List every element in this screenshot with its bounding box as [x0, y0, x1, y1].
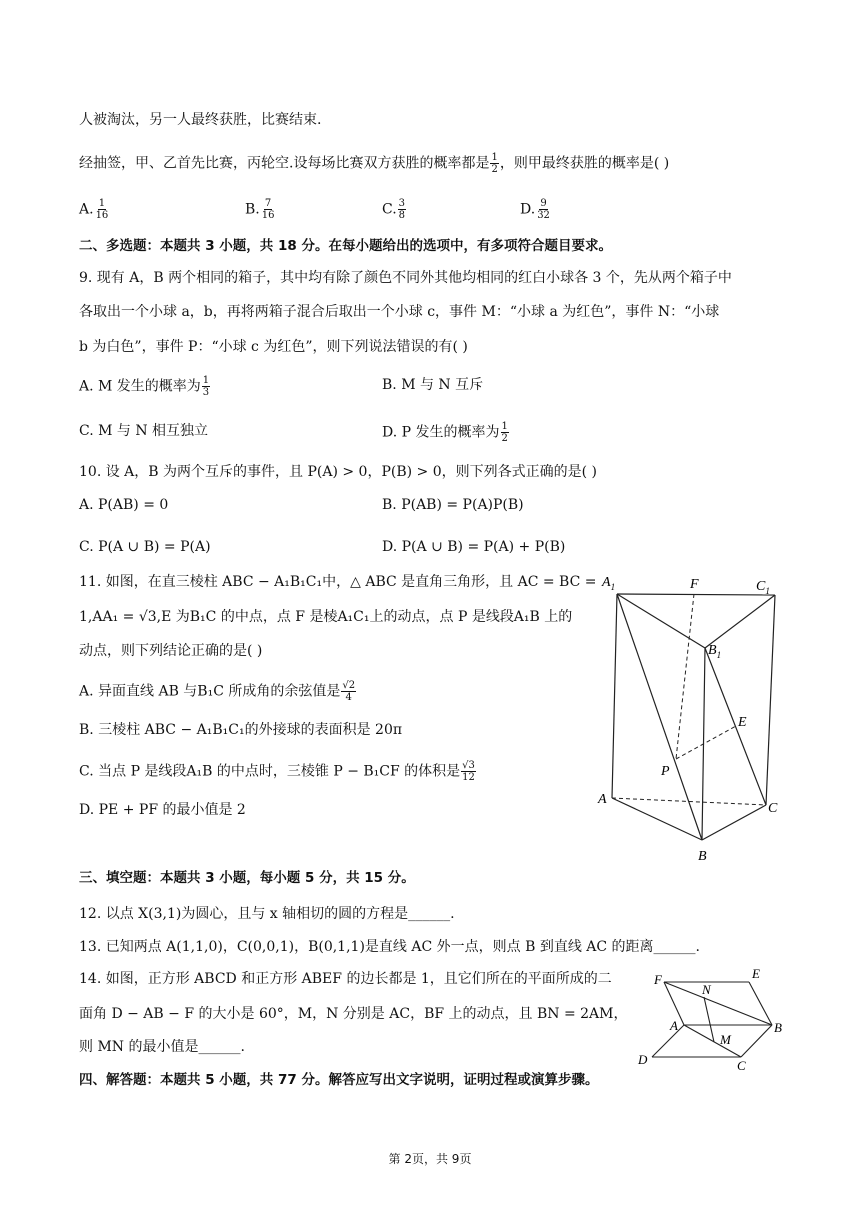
- option-text: A. M 发生的概率为: [79, 378, 201, 395]
- question-text: 14. 如图，正方形 ABCD 和正方形 ABEF 的边长都是 1，且它们所在的平面所成的二: [79, 971, 612, 987]
- label-f: F: [690, 577, 699, 592]
- label-e: E: [738, 715, 747, 730]
- fraction-numerator: 3: [398, 198, 406, 209]
- prism-figure: [590, 568, 790, 868]
- fraction: [341, 680, 356, 703]
- squares-figure: [634, 962, 794, 1074]
- section-heading: 二、多选题：本题共 3 小题，共 18 分。在每小题给出的选项中，有多项符合题目要求。: [79, 238, 612, 254]
- option-a: [79, 198, 110, 221]
- question-text: 12. 以点 X(3,1)为圆心，且与 x 轴相切的圆的方程是______.: [79, 906, 455, 922]
- question-text: 11. 如图，在直三棱柱 ABC − A₁B₁C₁中，△ ABC 是直角三角形，且 AC = BC =: [79, 574, 597, 590]
- fraction-denominator: 12: [462, 772, 475, 783]
- option-letter: C.: [382, 201, 397, 218]
- edge: [705, 595, 775, 648]
- fraction: [398, 198, 406, 221]
- edge: [652, 1025, 684, 1057]
- option-b: B. M 与 N 互斥: [382, 377, 484, 393]
- option-letter: D.: [520, 201, 536, 218]
- section-heading: 三、填空题：本题共 3 小题，每小题 5 分，共 15 分。: [79, 870, 415, 886]
- option-a: [79, 375, 211, 398]
- question-text: 9. 现有 A，B 两个相同的箱子，其中均有除了颜色不同外其他均相同的红白小球各 3 个，先从两个箱子中: [79, 270, 732, 286]
- option-b: B. 三棱柱 ABC − A₁B₁C₁的外接球的表面积是 20π: [79, 722, 403, 738]
- edge: [617, 594, 775, 595]
- edge: [612, 594, 617, 798]
- edge: [702, 805, 766, 840]
- fraction-numerator: √2: [342, 680, 356, 691]
- label-c1: $C_1$: [756, 579, 770, 596]
- option-a: [79, 680, 357, 703]
- edge: [664, 982, 772, 1025]
- fraction-numerator: 9: [540, 198, 547, 209]
- option-letter: A.: [79, 201, 94, 218]
- fraction-denominator: 16: [261, 210, 275, 221]
- question-text: 1,AA₁ = √3,E 为B₁C 的中点，点 F 是棱A₁C₁上的动点，点 P 是线段A₁B 上的: [79, 609, 573, 625]
- question-text: 则 MN 的最小值是______.: [79, 1039, 245, 1055]
- option-c: C. P(A ∪ B) = P(A): [79, 539, 211, 555]
- question-text: 13. 已知两点 A(1,1,0)，C(0,0,1)，B(0,1,1)是直线 AC 外一点，则点 B 到直线 AC 的距离______.: [79, 939, 700, 955]
- option-d: [520, 198, 552, 221]
- option-c: [382, 198, 407, 221]
- fraction-numerator: 1: [202, 375, 210, 386]
- label-c: C: [768, 801, 778, 816]
- label-p: P: [661, 764, 670, 779]
- option-text: C. 当点 P 是线段A₁B 的中点时，三棱锥 P − B₁CF 的体积是: [79, 763, 461, 780]
- edge: [617, 594, 702, 840]
- fraction-denominator: 3: [202, 387, 210, 398]
- question-text: b 为白色”，事件 P：“小球 c 为红色”，则下列说法错误的有( ): [79, 339, 468, 355]
- fraction-denominator: 2: [491, 164, 498, 175]
- option-c: C. M 与 N 相互独立: [79, 423, 209, 439]
- question-text: 各取出一个小球 a，b，再将两箱子混合后取出一个小球 c，事件 M：“小球 a 为红色”，事件 N：“小球: [79, 304, 720, 320]
- fraction-denominator: 8: [398, 210, 406, 221]
- edge: [684, 1025, 741, 1057]
- label-f: F: [654, 972, 662, 987]
- edge: [741, 1025, 772, 1057]
- option-c: [79, 760, 477, 783]
- question-text: 动点，则下列结论正确的是( ): [79, 643, 263, 659]
- edge: [617, 594, 705, 648]
- option-letter: B.: [245, 201, 260, 218]
- label-m: M: [720, 1032, 731, 1047]
- option-a: A. P(AB) = 0: [79, 497, 169, 513]
- label-b: B: [774, 1020, 782, 1035]
- option-text: A. 异面直线 AB 与B₁C 所成角的余弦值是: [79, 683, 341, 700]
- question-text: 10. 设 A，B 为两个互斥的事件，且 P(A) > 0，P(B) > 0，则下列各式正确的是( ): [79, 464, 597, 480]
- fraction-numerator: 1: [501, 421, 508, 432]
- option-b: B. P(AB) = P(A)P(B): [382, 497, 524, 513]
- question-text: 面角 D − AB − F 的大小是 60°，M，N 分别是 AC，BF 上的动点，且 BN = 2AM，: [79, 1006, 628, 1022]
- label-b1: $B_1$: [708, 643, 722, 660]
- fraction-denominator: 2: [501, 433, 508, 444]
- label-n: N: [702, 982, 711, 997]
- label-b: B: [698, 849, 707, 864]
- fraction: [461, 760, 476, 783]
- fraction: [202, 375, 210, 398]
- hidden-edge: [676, 726, 736, 759]
- fraction: [536, 198, 551, 221]
- edge: [704, 997, 714, 1042]
- fraction-numerator: 1: [98, 198, 106, 209]
- fraction: [501, 421, 509, 444]
- hidden-edge: [676, 594, 694, 759]
- text-segment: ，则甲最终获胜的概率是( ): [499, 155, 670, 172]
- label-d: D: [638, 1052, 648, 1067]
- label-a: A: [670, 1018, 678, 1033]
- question-text: 人被淘汰，另一人最终获胜，比赛结束.: [79, 112, 322, 128]
- edge: [705, 648, 766, 805]
- label-a1: $A_1$: [602, 575, 616, 592]
- fraction: [261, 198, 276, 221]
- fraction-numerator: 7: [264, 198, 272, 209]
- label-e: E: [752, 966, 760, 981]
- fraction-numerator: √3: [462, 760, 475, 771]
- option-d: D. PE + PF 的最小值是 2: [79, 802, 246, 818]
- label-a: A: [598, 792, 607, 807]
- fraction-numerator: 1: [491, 152, 498, 163]
- option-d: [382, 421, 510, 444]
- option-b: [245, 198, 276, 221]
- fraction: [490, 152, 498, 175]
- fraction: [95, 198, 110, 221]
- fraction-denominator: 16: [95, 210, 109, 221]
- option-text: D. P 发生的概率为: [382, 424, 500, 441]
- edge: [612, 798, 702, 840]
- page-footer: 第 2页，共 9页: [388, 1152, 472, 1166]
- section-heading: 四、解答题：本题共 5 小题，共 77 分。解答应写出文字说明，证明过程或演算步骤。: [79, 1072, 599, 1088]
- label-c: C: [737, 1058, 746, 1073]
- edge: [766, 595, 775, 805]
- fraction-denominator: 4: [345, 692, 352, 703]
- edge: [749, 982, 772, 1025]
- text-segment: 经抽签，甲、乙首先比赛，丙轮空.设每场比赛双方获胜的概率都是: [79, 155, 490, 172]
- question-text: [79, 152, 669, 175]
- fraction-denominator: 32: [537, 210, 550, 221]
- option-d: D. P(A ∪ B) = P(A) + P(B): [382, 539, 566, 555]
